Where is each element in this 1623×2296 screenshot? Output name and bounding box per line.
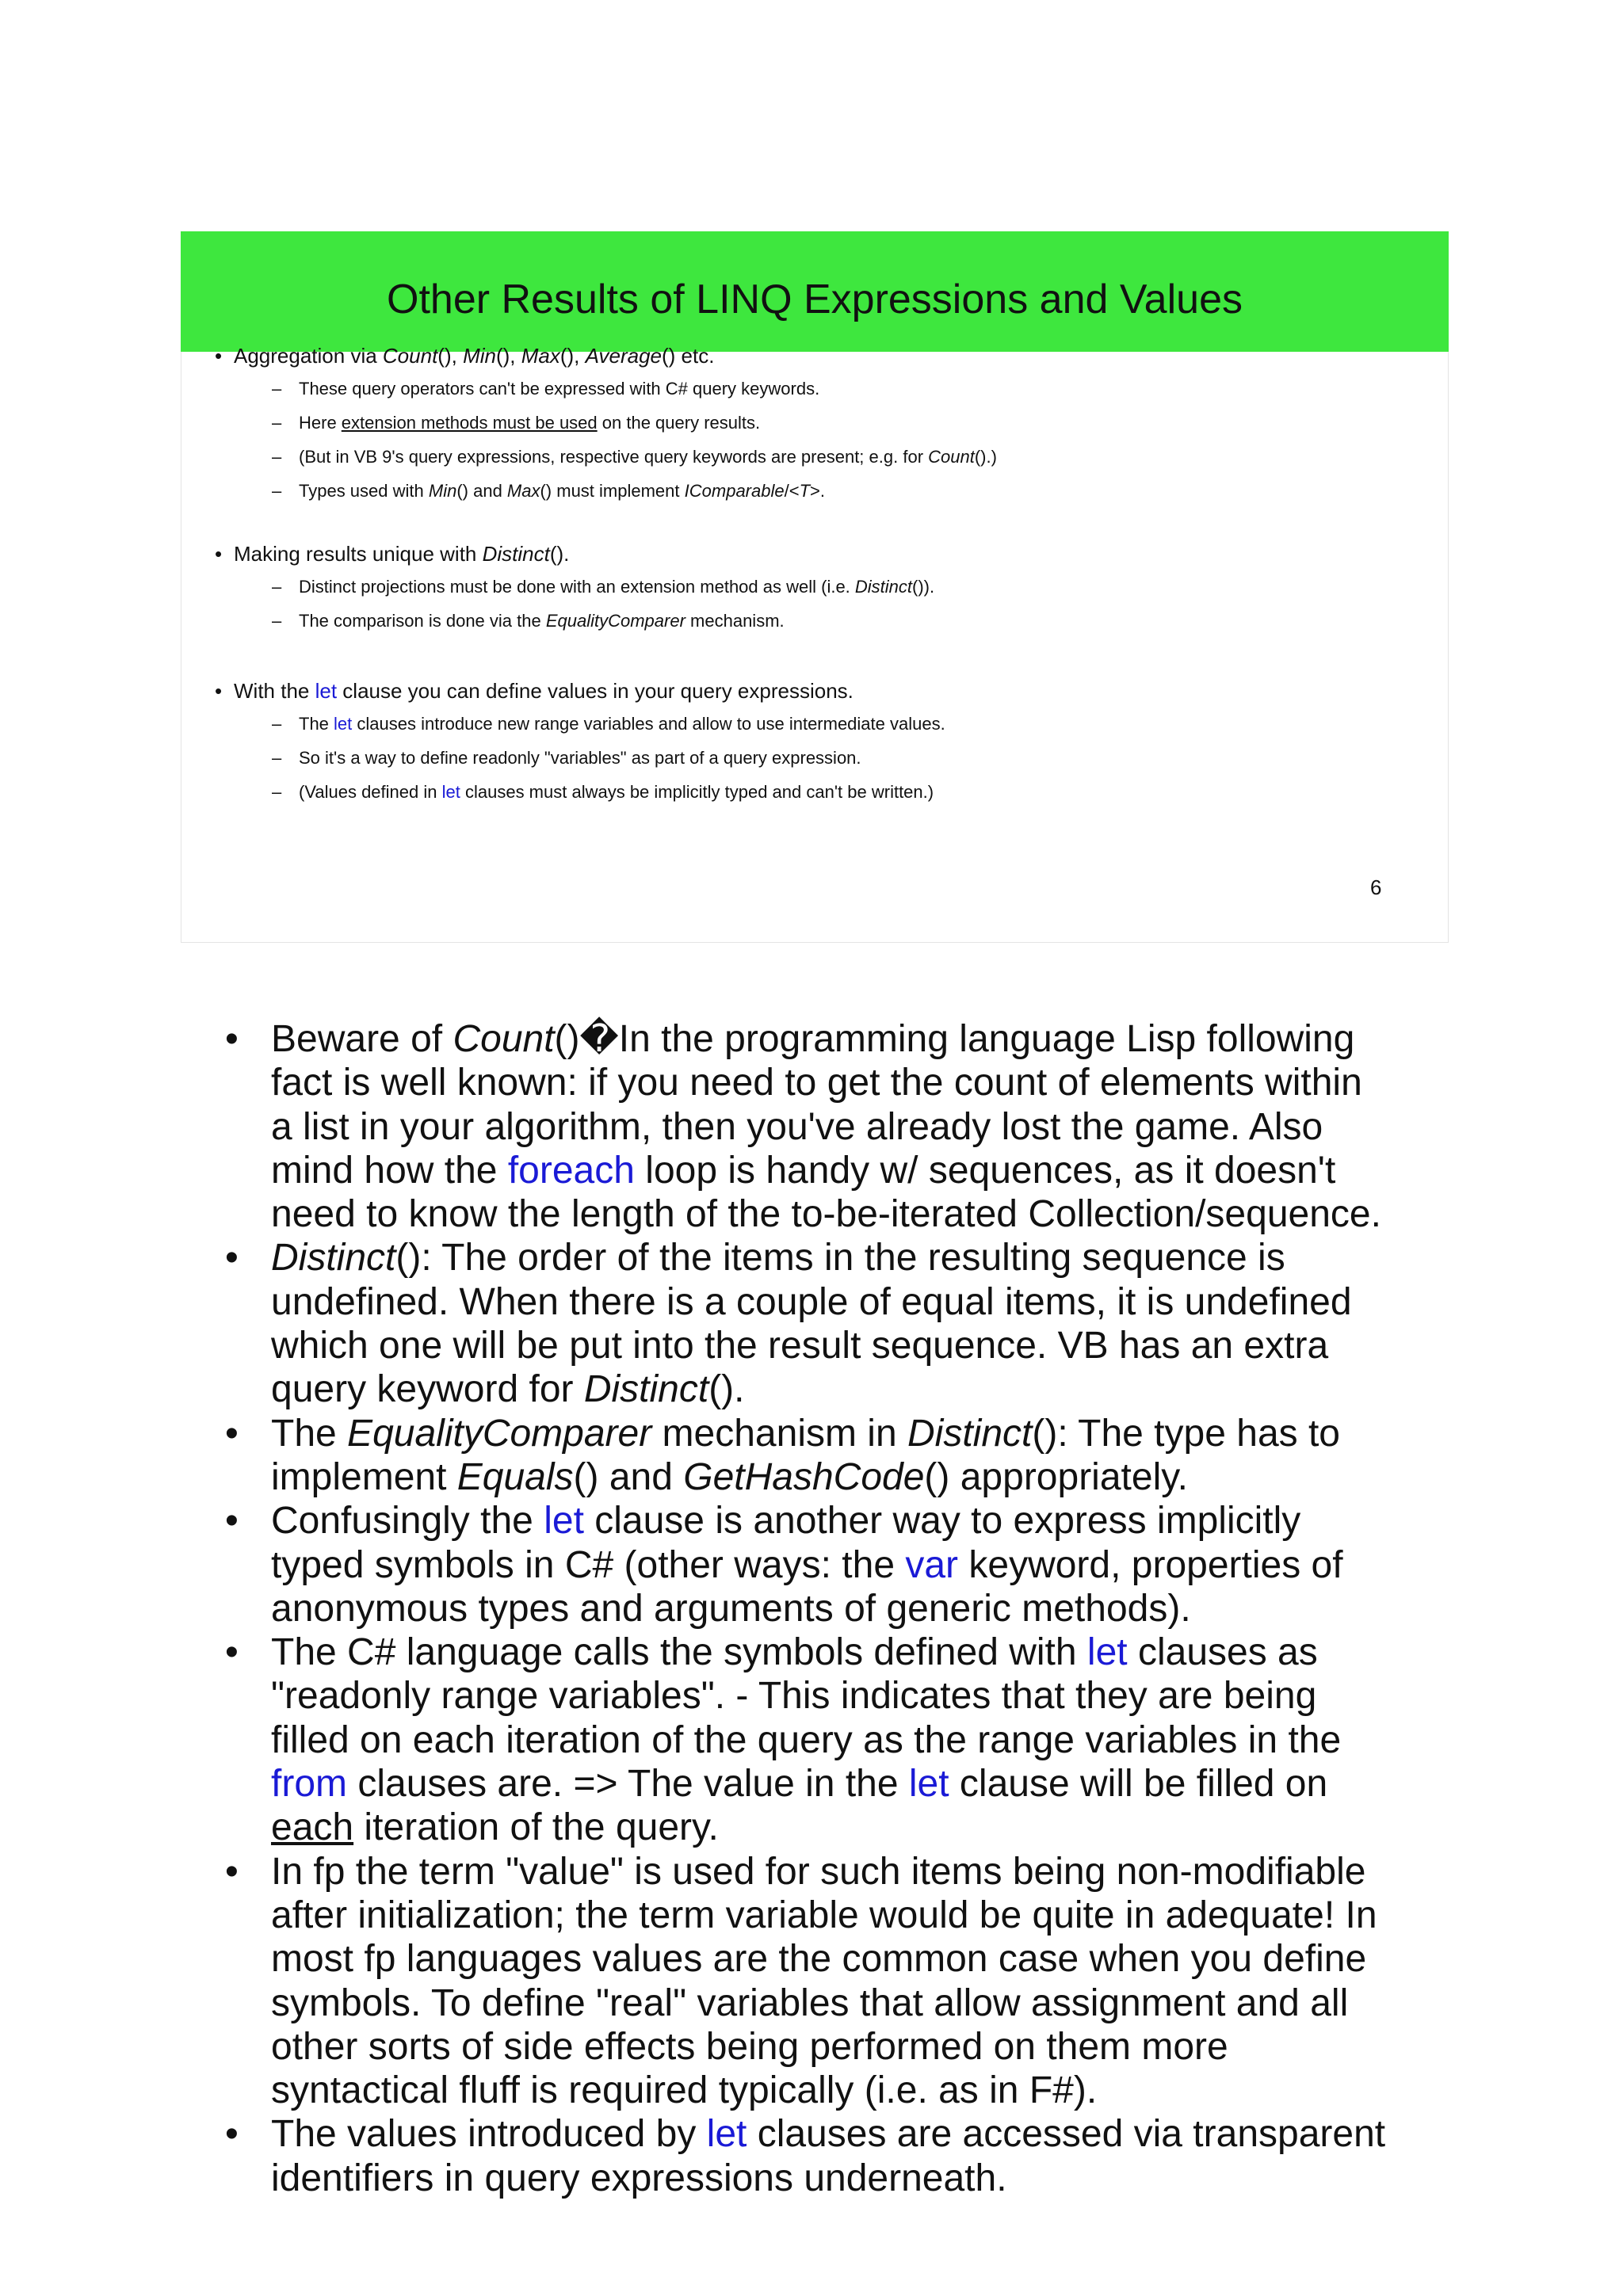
text-run: Min [428,481,457,501]
text-run: Distinct [482,542,550,566]
text-run: (): The order of the items in the resulting sequence is [395,1237,1285,1280]
text-run: Distinct [583,1368,709,1411]
text-run: clauses are. => The value in the [347,1763,909,1806]
note-bullet [225,1630,1507,1849]
keyword-text: let [1086,1631,1128,1674]
note-bullet [225,1499,1507,1630]
text-run: Confusingly the [271,1500,544,1543]
slide-sub-bullet [272,446,997,468]
keyword-text: from [271,1763,347,1806]
text-run: after initialization; the term variable would be quite in adequate! In [271,1894,1377,1936]
text-run: undefined. When there is a couple of equal items, it is undefined [271,1280,1352,1323]
note-line [271,1412,1507,1455]
slide-sub-bullet [272,747,861,769]
text-run: IComparable [684,481,785,501]
text-run: fact is well known: if you need to get the count of elements within [271,1062,1362,1104]
text-run: query keyword for [271,1368,584,1411]
speaker-notes [225,1017,1507,2200]
slide-sub-bullet [272,480,825,502]
note-line [271,2112,1507,2156]
note-line [271,1543,1507,1587]
bullet-marker: – [272,782,282,802]
note-line [271,1149,1507,1192]
text-run: (). [549,542,570,566]
text-run: ()). [912,577,935,597]
bullet-marker: • [225,1631,239,1674]
text-run: The [299,714,334,734]
slide-title: Other Results of LINQ Expressions and Values [387,277,1243,322]
text-run: () etc. [662,344,715,368]
text-run: () and [573,1455,684,1498]
bullet-marker: • [215,679,223,703]
keyword-text: let [908,1763,949,1806]
slide-header [181,231,1449,352]
slide-bullet [215,678,854,704]
slide [181,231,1449,943]
text-run: Beware of [271,1018,453,1060]
note-line [271,1499,1507,1543]
bullet-marker: – [272,748,282,768]
note-line [271,1324,1507,1367]
bullet-marker: – [272,714,282,734]
note-bullet [225,1412,1507,1500]
text-run: (), [437,344,464,368]
text-run: The [271,1412,348,1455]
text-run: () appropriately. [924,1455,1188,1498]
text-run: T [799,481,811,501]
slide-sub-bullet [272,412,761,434]
text-run: Count [453,1018,555,1060]
text-run: loop is handy w/ sequences, as it doesn't [634,1149,1336,1192]
bullet-marker: • [225,1412,239,1455]
note-line [271,2157,1507,2200]
bullet-marker: • [215,344,223,368]
text-run: EqualityComparer [347,1412,652,1455]
text-run: /< [784,481,800,501]
text-run: clause is another way to express implicitly [583,1500,1301,1543]
text-run: The values introduced by [271,2113,707,2156]
text-run: (But in VB 9's query expressions, respective query keywords are present; e.g. for [299,447,929,467]
text-run: (): The type has to [1032,1412,1340,1455]
note-line [271,1850,1507,1894]
bullet-marker: • [225,1850,239,1893]
slide-sub-bullet [272,610,785,632]
page-number: 6 [1370,875,1382,899]
note-line [271,1718,1507,1762]
text-run: Min [463,344,496,368]
keyword-text: let [315,679,338,703]
text-run: clauses introduce new range variables and allow to use intermediate values. [352,714,945,734]
text-run: clauses must always be implicitly typed and can't be written.) [460,782,934,802]
text-run: With the [234,679,315,703]
text-run: iteration of the query. [353,1806,719,1849]
bullet-marker: • [225,1018,239,1060]
bullet-marker: – [272,379,282,399]
note-line [271,1894,1507,1937]
text-run: syntactical fluff is required typically (i.e. as in F#). [271,2069,1098,2112]
text-run: ()�In the programming language Lisp following [554,1018,1355,1060]
text-run: (Values defined in [299,782,442,802]
note-line [271,1674,1507,1718]
note-line [271,1192,1507,1236]
text-run: EqualityComparer [545,611,685,631]
text-run: Types used with [299,481,429,501]
text-run: mechanism in [651,1412,907,1455]
text-run: (), [559,344,586,368]
text-run: The comparison is done via the [299,611,546,631]
note-bullet [225,1017,1507,1236]
note-line [271,1806,1507,1849]
text-run: which one will be put into the result sequence. VB has an extra [271,1325,1329,1367]
slide-sub-bullet [272,378,820,400]
text-run: mind how the [271,1149,508,1192]
text-run: identifiers in query expressions underneath. [271,2157,1007,2199]
keyword-text: let [441,782,460,802]
keyword-text: let [706,2113,747,2156]
note-line [271,1587,1507,1630]
note-bullet [225,2112,1507,2200]
text-run: clause will be filled on [949,1763,1328,1806]
note-bullet [225,1850,1507,2113]
note-line [271,1280,1507,1324]
text-run: Distinct [271,1237,396,1280]
bullet-marker: – [272,481,282,501]
text-run: Max [521,344,560,368]
slide-sub-bullet [272,781,934,803]
text-run: Equals [456,1455,574,1498]
text-run: () must implement [540,481,685,501]
text-run: on the query results. [597,413,761,433]
text-run: In fp the term "value" is used for such items being non-modifiable [271,1850,1366,1893]
bullet-marker: – [272,447,282,467]
text-run: GetHashCode [683,1455,925,1498]
bullet-marker: • [225,1500,239,1543]
slide-sub-bullet [272,576,935,598]
slide-bullet [215,541,570,566]
bullet-marker: • [225,2113,239,2156]
note-line [271,1981,1507,2025]
text-run: The C# language calls the symbols defined with [271,1631,1087,1674]
note-line [271,1236,1507,1280]
text-run: () and [456,481,507,501]
bullet-marker: • [225,1237,239,1280]
text-run: Count [928,447,975,467]
note-line [271,1017,1507,1061]
text-run: Distinct [907,1412,1033,1455]
note-line [271,2025,1507,2069]
text-run: Distinct [854,577,913,597]
text-run: Making results unique with [234,542,483,566]
keyword-text: var [905,1543,959,1586]
text-run: These query operators can't be expressed with C# query keywords. [299,379,820,399]
keyword-text: let [334,714,353,734]
note-line [271,1937,1507,1981]
text-run: other sorts of side effects being performed on them more [271,2025,1228,2068]
keyword-text: let [544,1500,584,1543]
text-run: a list in your algorithm, then you've already lost the game. Also [271,1105,1323,1148]
text-run: clause you can define values in your query expressions. [337,679,854,703]
note-line [271,1105,1507,1149]
text-run: anonymous types and arguments of generic methods). [271,1587,1191,1630]
text-run: keyword, properties of [958,1543,1343,1586]
text-run: need to know the length of the to-be-iterated Collection/sequence. [271,1193,1381,1236]
text-run: symbols. To define "real" variables that allow assignment and all [271,1981,1349,2024]
note-line [271,1630,1507,1674]
text-run: most fp languages values are the common case when you define [271,1938,1367,1981]
bullet-marker: – [272,413,282,433]
note-line [271,1762,1507,1806]
keyword-text: foreach [507,1149,635,1192]
text-run: ().) [974,447,997,467]
note-line [271,1061,1507,1104]
note-bullet [225,1236,1507,1411]
text-run: clauses are accessed via transparent [747,2113,1386,2156]
text-run: Max [506,481,540,501]
text-run: Here [299,413,342,433]
text-run: (), [495,344,521,368]
text-run: Average [585,344,662,368]
slide-sub-bullet [272,713,945,735]
text-run: implement [271,1455,457,1498]
text-run: extension methods must be used [341,413,598,433]
note-line [271,1455,1507,1499]
text-run: So it's a way to define readonly "variables" as part of a query expression. [299,748,861,768]
text-run: mechanism. [685,611,785,631]
text-run: (). [708,1368,745,1411]
text-run: >. [810,481,825,501]
text-run: clauses as [1127,1631,1318,1674]
text-run: "readonly range variables". - This indicates that they are being [271,1675,1317,1718]
text-run: Distinct projections must be done with an extension method as well (i.e. [299,577,855,597]
text-run: Count [382,344,438,368]
slide-bullet [215,343,715,368]
text-run: typed symbols in C# (other ways: the [271,1543,906,1586]
bullet-marker: • [215,542,223,566]
text-run: each [271,1806,354,1849]
note-line [271,2069,1507,2112]
bullet-marker: – [272,611,282,631]
note-line [271,1367,1507,1411]
text-run: filled on each iteration of the query as the range variables in the [271,1718,1342,1761]
bullet-marker: – [272,577,282,597]
text-run: Aggregation via [234,344,383,368]
